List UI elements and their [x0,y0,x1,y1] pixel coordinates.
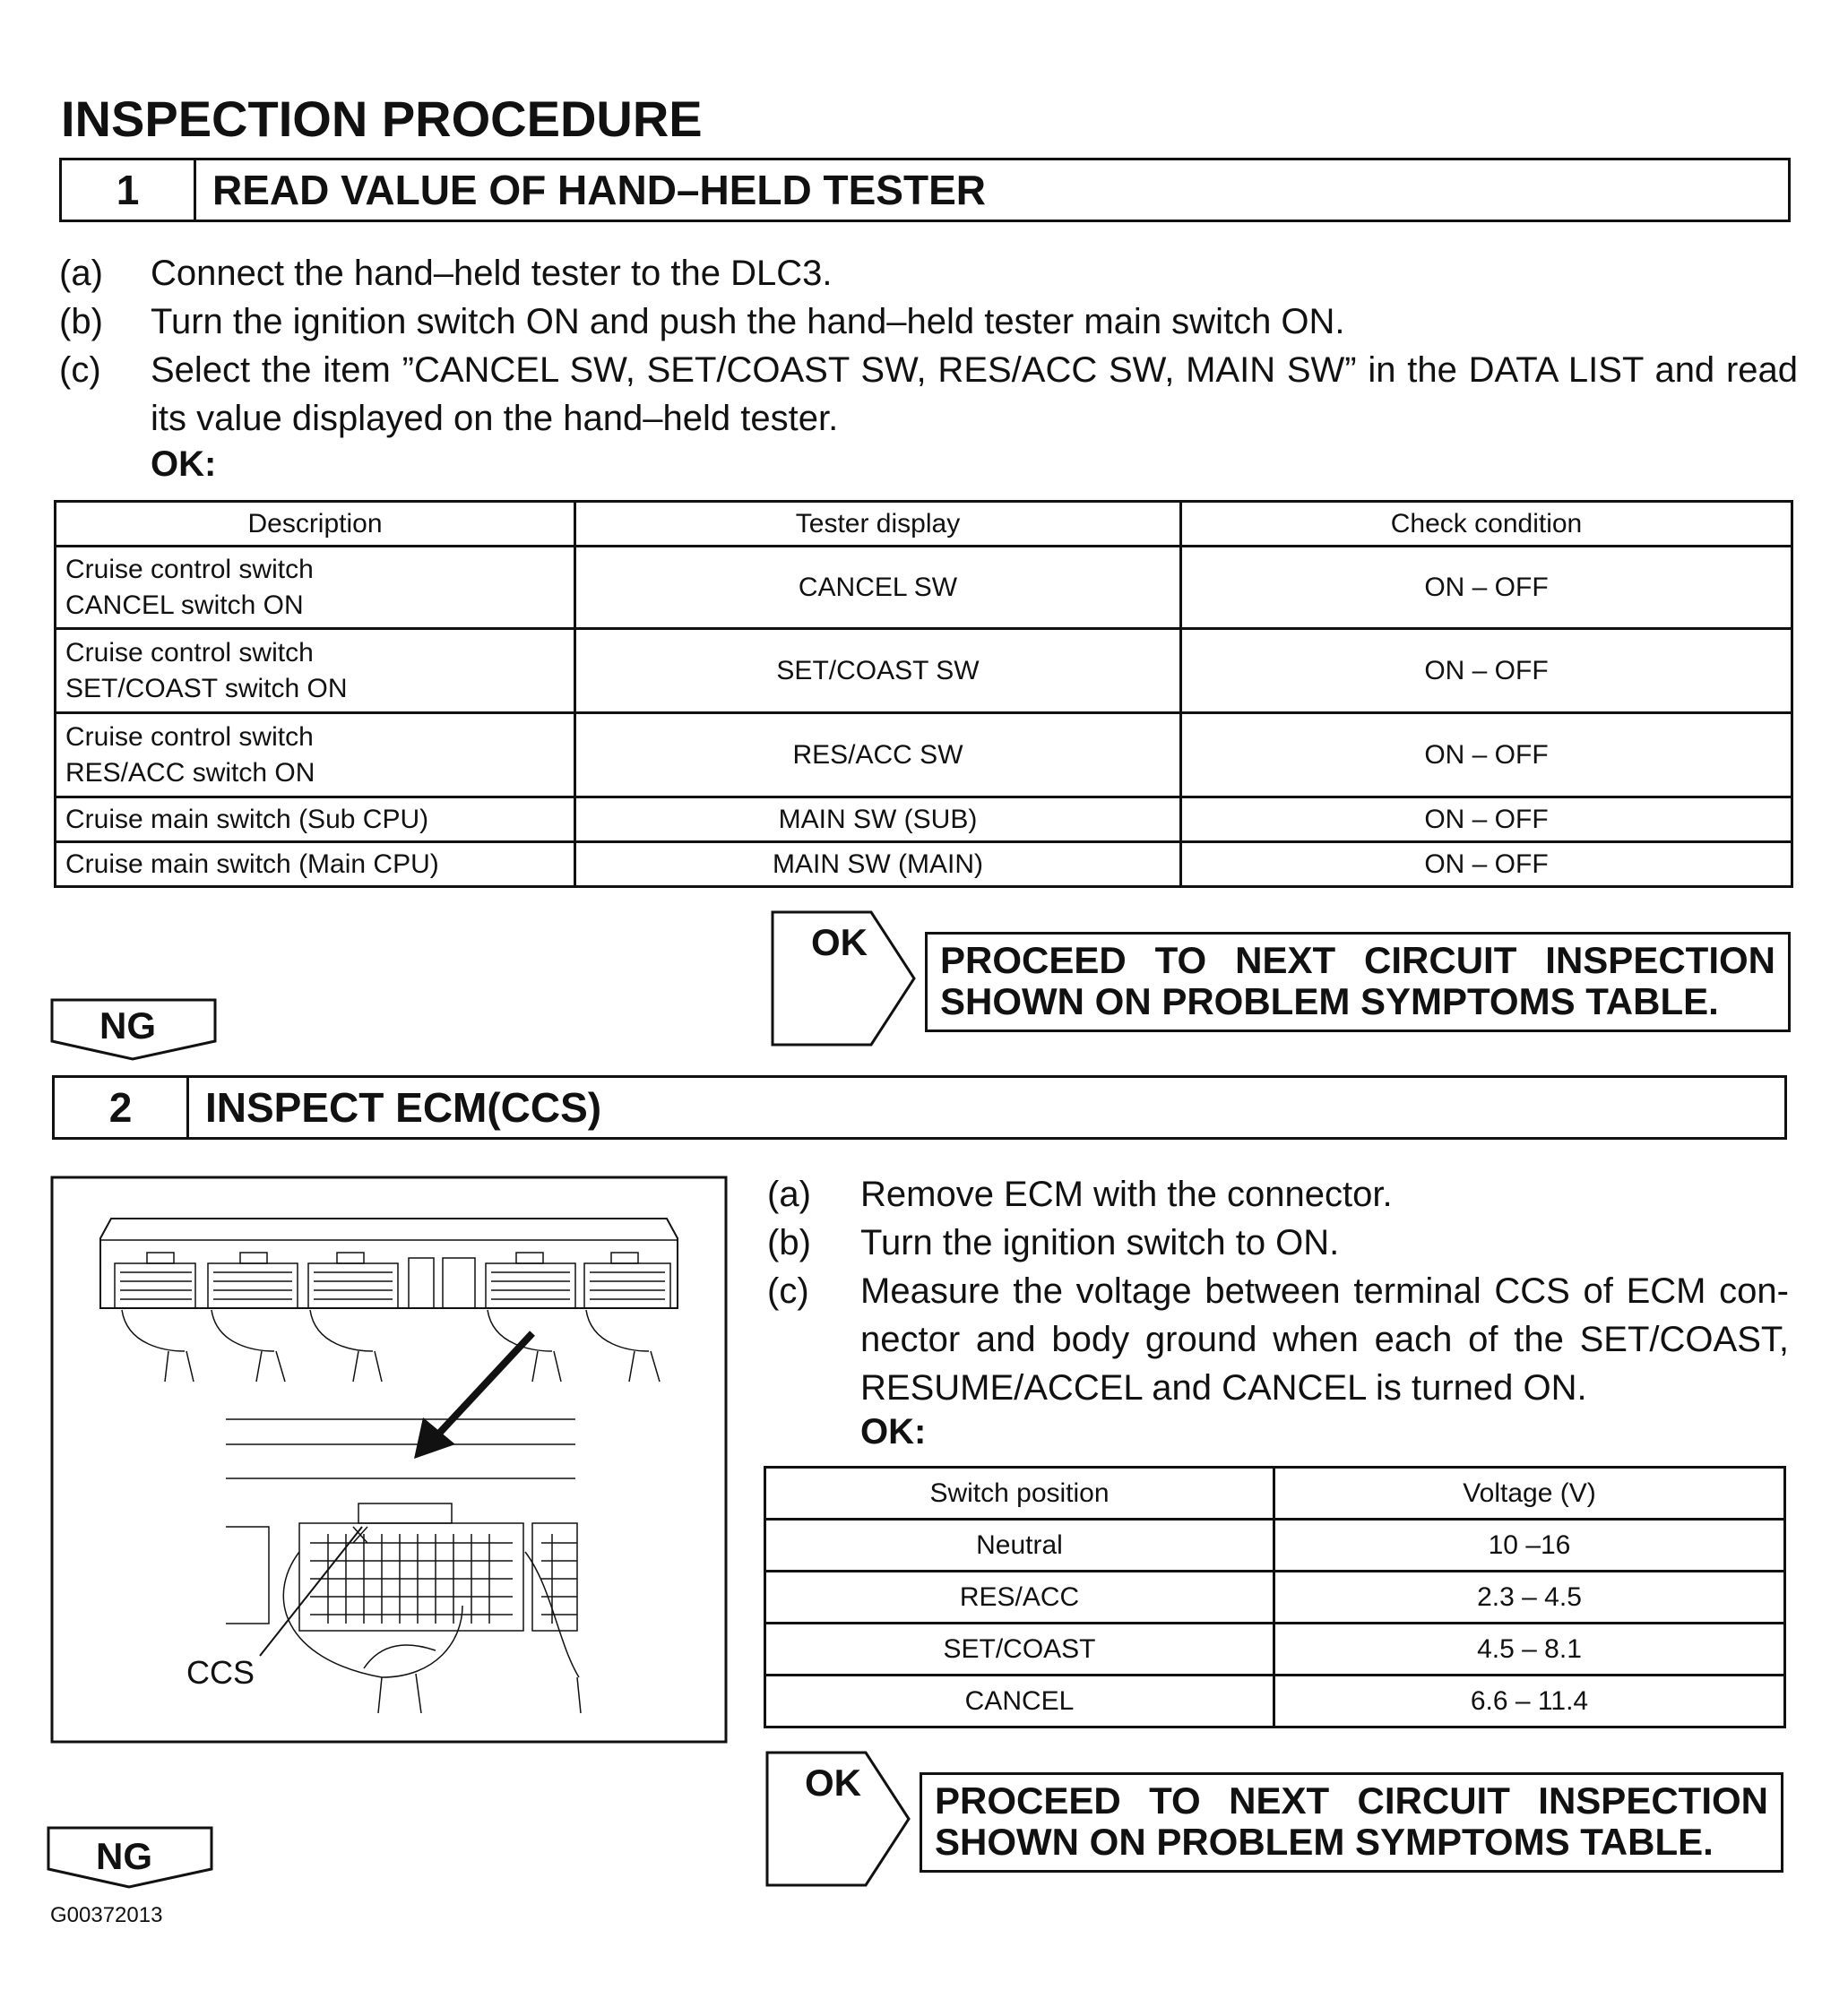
voltage-table [764,1466,1786,1728]
instruction-label: (c) [767,1271,809,1311]
ok-heading: OK: [151,444,217,484]
instruction-label: (c) [59,350,101,390]
voltage-cell: 10 –16 [1274,1520,1785,1572]
ng-label: NG [96,1835,152,1877]
table-row [765,1572,1785,1624]
tester-display-table [54,500,1793,888]
ok-heading: OK: [860,1412,927,1452]
ecm-connector-diagram [50,1176,728,1744]
step-title: INSPECT ECM(CCS) [205,1084,602,1131]
ccs-terminal-label: CCS [186,1654,255,1691]
column-header: Tester display [575,502,1181,547]
instruction-text: Connect the hand–held tester to the DLC3. [151,254,833,293]
position-cell: RES/ACC [765,1572,1274,1624]
step-2-instructions [767,1170,1789,1412]
description-cell: Cruise main switch (Sub CPU) [56,797,575,842]
instruction-item [59,346,1798,443]
instruction-line: Select the item ”CANCEL SW, SET/COAST SW, RES/ACC SW, MAIN SW” in the DATA LIST and read [151,350,1798,390]
table-row [56,797,1792,842]
proceed-line: PROCEED TO NEXT CIRCUIT INSPECTION [940,939,1775,981]
proceed-box [925,932,1791,1032]
instruction-text: Remove ECM with the connector. [860,1175,1393,1214]
position-cell: CANCEL [765,1676,1274,1727]
instruction-item [767,1267,1789,1412]
instruction-item [767,1219,1789,1267]
column-header: Description [56,502,575,547]
column-header: Voltage (V) [1274,1468,1785,1520]
display-cell: CANCEL SW [575,547,1181,629]
instruction-label: (a) [767,1175,811,1214]
condition-cell: ON – OFF [1181,629,1792,713]
description-cell: Cruise main switch (Main CPU) [56,842,575,887]
description-cell: Cruise control switch SET/COAST switch ON [56,629,575,713]
voltage-cell: 4.5 – 8.1 [1274,1624,1785,1676]
instruction-text: Turn the ignition switch ON and push the hand–held tester main switch ON. [151,302,1345,341]
display-cell: MAIN SW (MAIN) [575,842,1181,887]
proceed-box [920,1772,1783,1873]
condition-cell: ON – OFF [1181,797,1792,842]
instruction-line: nector and body ground when each of the SET/COAST, [860,1320,1789,1359]
table-row [765,1676,1785,1727]
condition-cell: ON – OFF [1181,547,1792,629]
instruction-label: (a) [59,254,103,293]
instruction-text: Turn the ignition switch to ON. [860,1223,1340,1262]
proceed-line: SHOWN ON PROBLEM SYMPTOMS TABLE. [940,980,1719,1022]
figure-code: G00372013 [50,1903,163,1927]
display-cell: SET/COAST SW [575,629,1181,713]
column-header: Check condition [1181,502,1792,547]
step-2-header [52,1075,1787,1140]
table-row [765,1624,1785,1676]
ok-label: OK [811,921,868,963]
instruction-text [860,1267,1789,1412]
condition-cell: ON – OFF [1181,713,1792,797]
description-cell: Cruise control switch CANCEL switch ON [56,547,575,629]
ok-label: OK [805,1762,861,1804]
instruction-line: its value displayed on the hand–held tester. [151,399,839,438]
table-row [56,713,1792,797]
instruction-label: (b) [59,302,103,341]
position-cell: Neutral [765,1520,1274,1572]
instruction-text [151,346,1798,443]
description-cell: Cruise control switch RES/ACC switch ON [56,713,575,797]
display-cell: MAIN SW (SUB) [575,797,1181,842]
instruction-item [59,249,1798,297]
step-number: 1 [62,160,196,220]
column-header: Switch position [765,1468,1274,1520]
step-number: 2 [55,1078,189,1137]
instruction-item [59,297,1798,346]
proceed-line: PROCEED TO NEXT CIRCUIT INSPECTION [935,1779,1768,1822]
instruction-line: RESUME/ACCEL and CANCEL is turned ON. [860,1368,1587,1408]
voltage-cell: 6.6 – 11.4 [1274,1676,1785,1727]
instruction-label: (b) [767,1223,811,1262]
instruction-line: Measure the voltage between terminal CCS of ECM con- [860,1271,1789,1311]
page-title: INSPECTION PROCEDURE [61,90,703,147]
condition-cell: ON – OFF [1181,842,1792,887]
table-row [765,1520,1785,1572]
table-row [56,842,1792,887]
voltage-cell: 2.3 – 4.5 [1274,1572,1785,1624]
ng-label: NG [99,1004,156,1047]
position-cell: SET/COAST [765,1624,1274,1676]
step-1-instructions [59,249,1798,443]
step-title: READ VALUE OF HAND–HELD TESTER [212,167,986,213]
table-header-row [765,1468,1785,1520]
proceed-line: SHOWN ON PROBLEM SYMPTOMS TABLE. [935,1821,1714,1863]
table-header-row [56,502,1792,547]
table-row [56,547,1792,629]
display-cell: RES/ACC SW [575,713,1181,797]
instruction-item [767,1170,1789,1219]
table-row [56,629,1792,713]
step-1-header [59,158,1791,222]
